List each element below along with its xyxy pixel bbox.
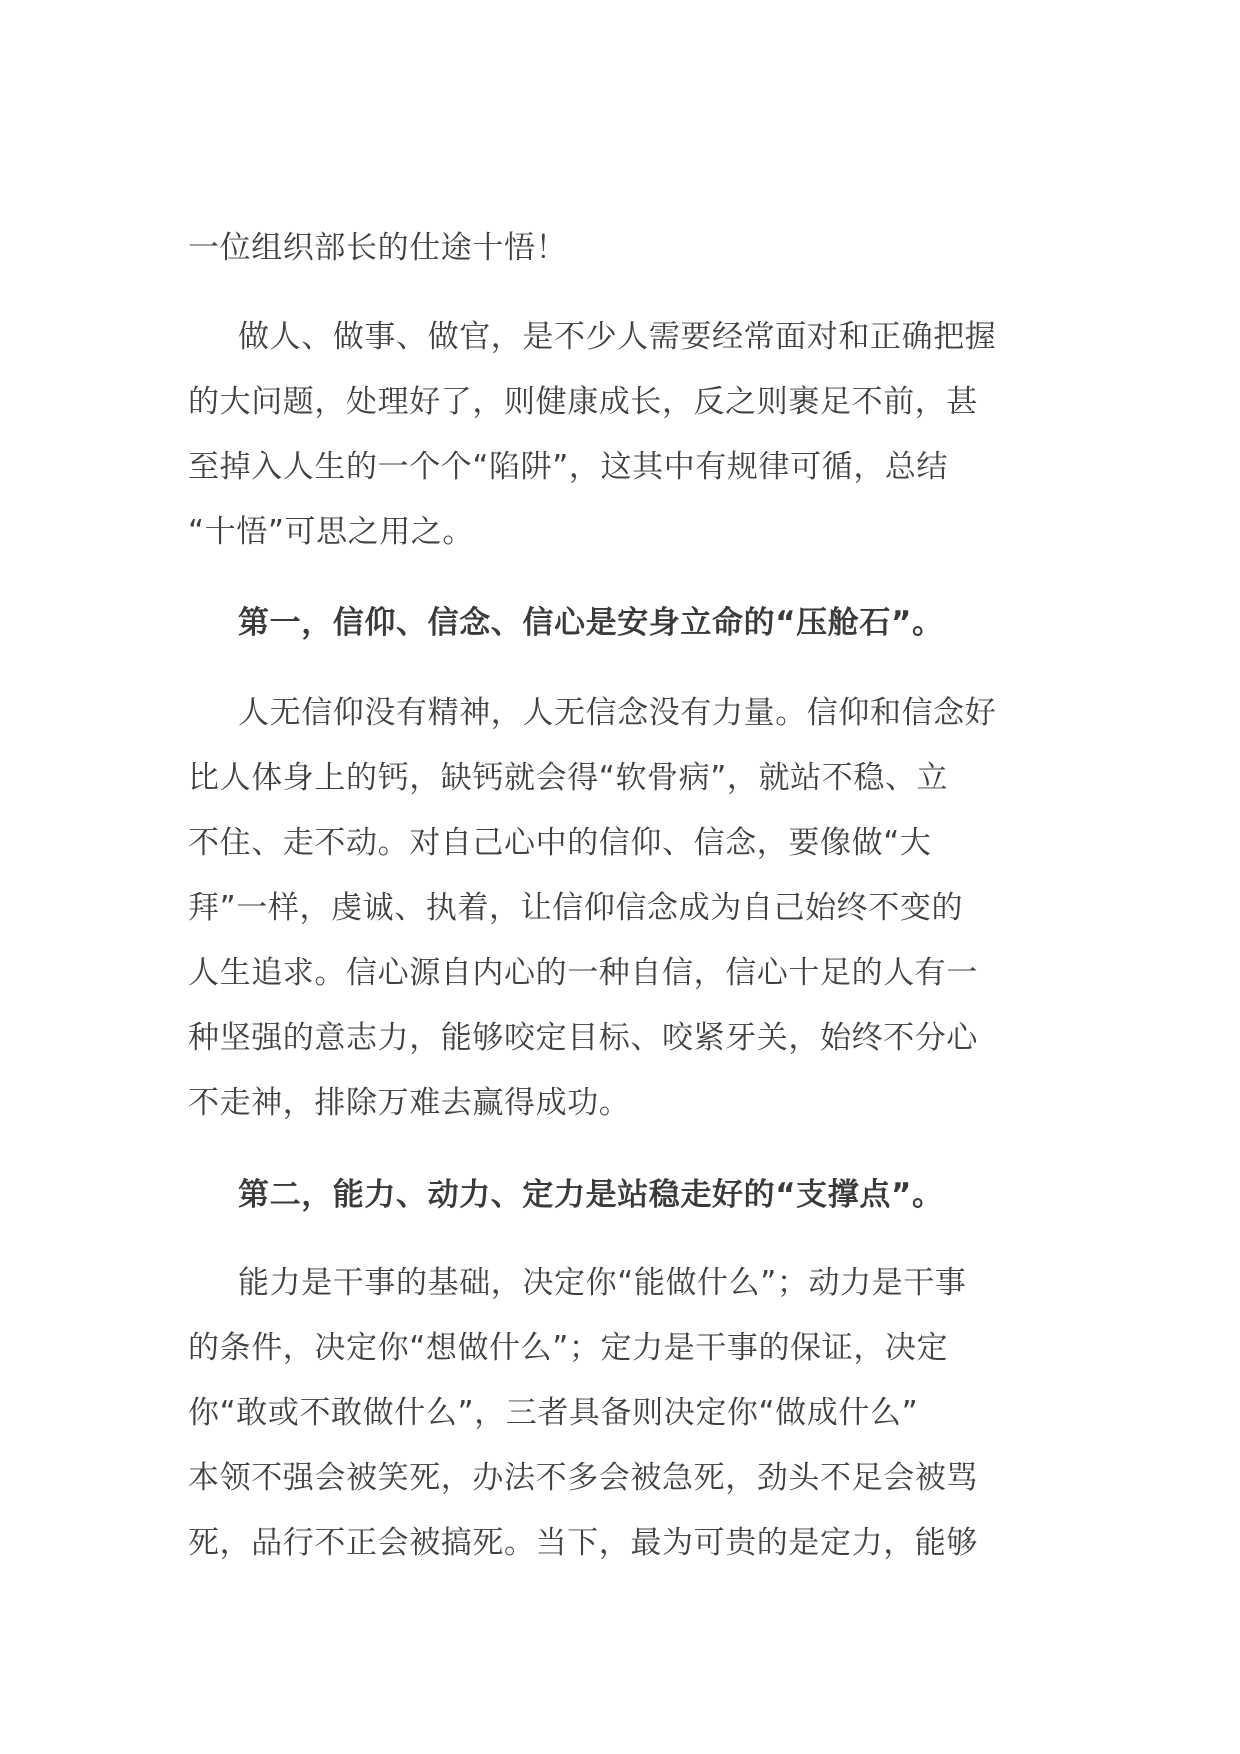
paragraph-line: 比人体身上的钙，缺钙就会得“软骨病”，就站不稳、立	[188, 760, 949, 796]
paragraph-line: 不住、走不动。对自己心中的信仰、信念，要像做“大	[188, 825, 932, 861]
paragraph-line: 的条件，决定你“想做什么”；定力是干事的保证，决定	[188, 1330, 949, 1366]
paragraph-line: 不走神，排除万难去赢得成功。	[188, 1085, 631, 1121]
paragraph-line: 至掉入人生的一个个“陷阱”，这其中有规律可循，总结	[188, 449, 949, 485]
section-heading-1: 第一，信仰、信念、信心是安身立命的“压舱石”。	[238, 605, 944, 641]
paragraph-line: 你“敢或不敢做什么”，三者具备则决定你“做成什么”	[188, 1395, 919, 1431]
paragraph-line: 人无信仰没有精神，人无信念没有力量。信仰和信念好	[238, 695, 997, 731]
section-heading-2: 第二，能力、动力、定力是站稳走好的“支撑点”。	[238, 1177, 944, 1213]
paragraph-line: 拜”一样，虔诚、执着，让信仰信念成为自己始终不变的	[188, 890, 964, 926]
paragraph-line: 本领不强会被笑死，办法不多会被急死，劲头不足会被骂	[188, 1460, 978, 1496]
paragraph-line: “十悟”可思之用之。	[188, 514, 475, 550]
paragraph-line: 死，品行不正会被搞死。当下，最为可贵的是定力，能够	[188, 1525, 978, 1561]
paragraph-line: 种坚强的意志力，能够咬定目标、咬紧牙关，始终不分心	[188, 1020, 978, 1056]
paragraph-line: 的大问题，处理好了，则健康成长，反之则裹足不前，甚	[188, 384, 978, 420]
document-title: 一位组织部长的仕途十悟！	[188, 230, 568, 266]
paragraph-line: 人生追求。信心源自内心的一种自信，信心十足的人有一	[188, 955, 978, 991]
paragraph-line: 做人、做事、做官，是不少人需要经常面对和正确把握	[238, 319, 997, 355]
paragraph-line: 能力是干事的基础，决定你“能做什么”；动力是干事	[238, 1265, 967, 1301]
